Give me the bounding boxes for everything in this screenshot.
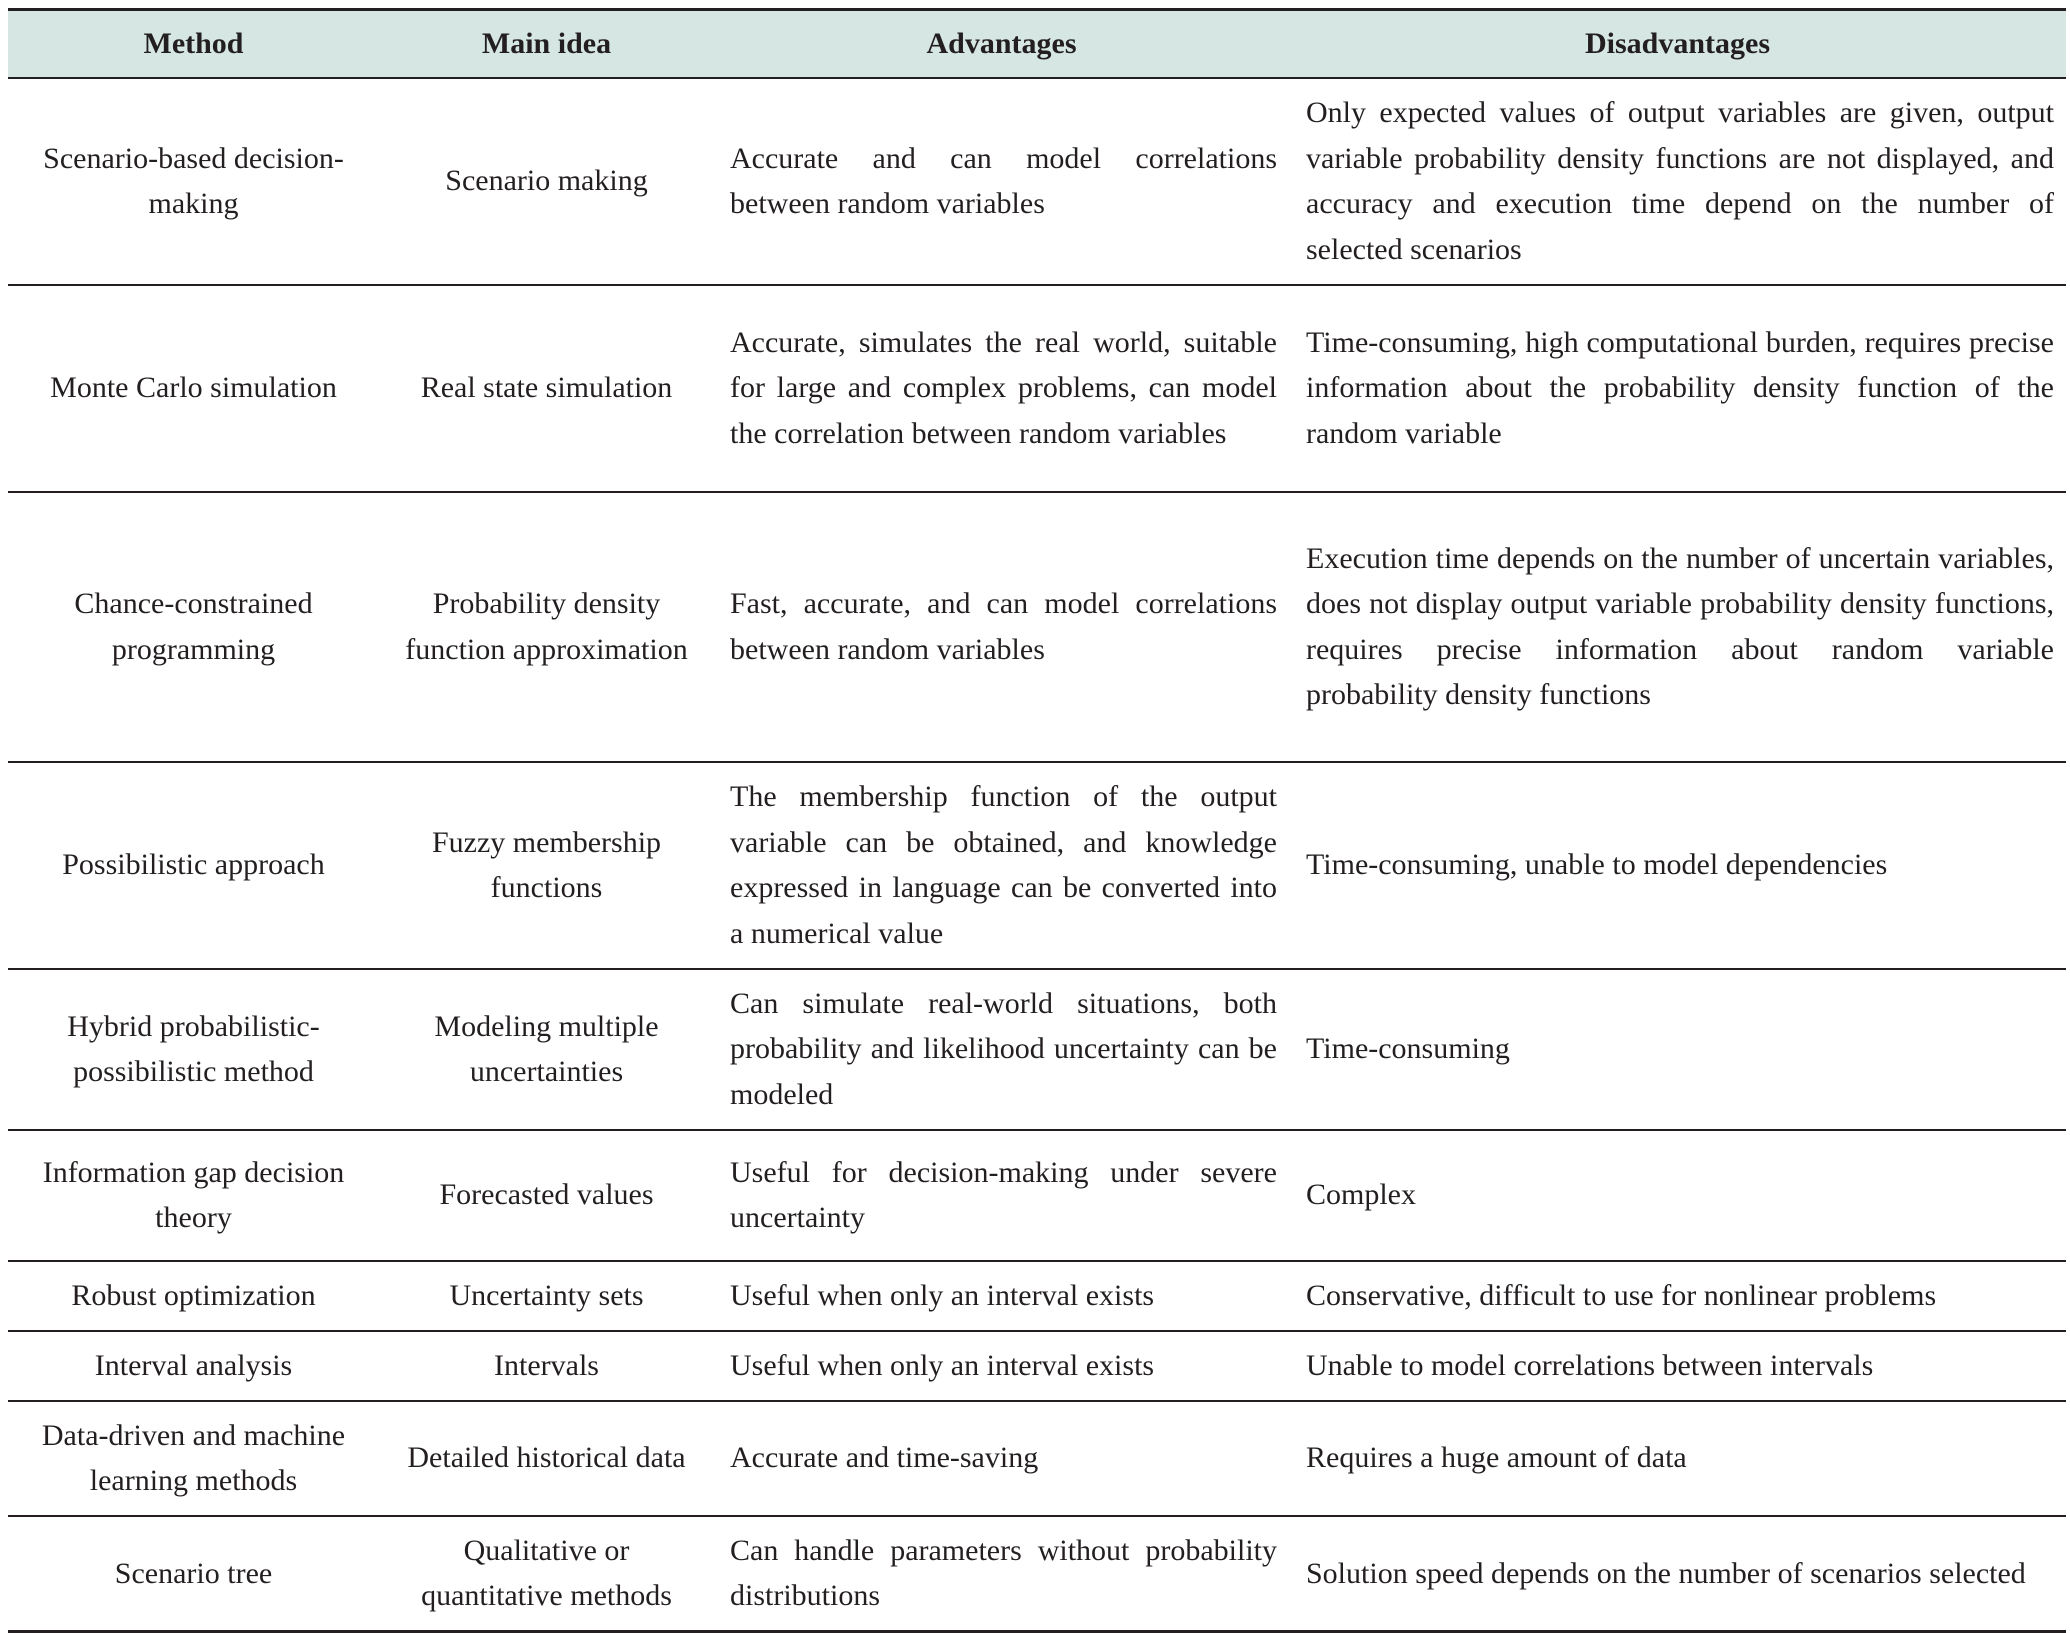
table-row (8, 78, 2066, 285)
cell-advantages: Accurate, simulates the real world, suitable for large and complex problems, can model the correlation between random variables (714, 285, 1289, 492)
table-row (8, 969, 2066, 1130)
cell-main-idea: Modeling multiple uncertainties (379, 969, 714, 1130)
cell-disadvantages: Complex (1289, 1130, 2066, 1261)
cell-disadvantages: Unable to model correlations between intervals (1289, 1331, 2066, 1401)
cell-advantages: Can simulate real-world situations, both probability and likelihood uncertainty can be modeled (714, 969, 1289, 1130)
table-body (8, 78, 2066, 1632)
cell-advantages: Fast, accurate, and can model correlations between random variables (714, 492, 1289, 762)
cell-main-idea: Uncertainty sets (379, 1261, 714, 1331)
cell-advantages: Can handle parameters without probability distributions (730, 1533, 1277, 1613)
cell-main-idea: Qualitative or quantitative methods (421, 1533, 672, 1613)
cell-advantages: The membership function of the output variable can be obtained, and knowledge expressed in language can be converted into a numerical value (714, 762, 1289, 969)
table-row (8, 1261, 2066, 1331)
cell-main-idea: Real state simulation (379, 285, 714, 492)
methods-comparison-table (8, 8, 2066, 1633)
cell-disadvantages: Time-consuming (1289, 969, 2066, 1130)
cell-method: Scenario tree (114, 1556, 273, 1590)
cell-main-idea: Probability density function approximation (379, 492, 714, 762)
cell-method: Hybrid probabilistic-possibilistic method (8, 969, 379, 1130)
table-row (8, 492, 2066, 762)
header-method: Method (8, 10, 379, 78)
table-row (8, 285, 2066, 492)
cell-disadvantages: Time-consuming, high computational burden, requires precise information about the probability density function of the random variable (1289, 285, 2066, 492)
cell-method: Information gap decision theory (8, 1130, 379, 1261)
table-row (8, 762, 2066, 969)
table-row (8, 1331, 2066, 1401)
cell-method: Interval analysis (8, 1331, 379, 1401)
cell-advantages: Accurate and time-saving (714, 1401, 1289, 1516)
cell-main-idea: Intervals (379, 1331, 714, 1401)
cell-disadvantages: Requires a huge amount of data (1289, 1401, 2066, 1516)
comparison-table-container (8, 8, 2066, 1633)
table-row (8, 1130, 2066, 1261)
cell-main-idea: Fuzzy membership functions (379, 762, 714, 969)
cell-advantages: Useful when only an interval exists (714, 1261, 1289, 1331)
cell-disadvantages: Solution speed depends on the number of scenarios selected (1306, 1556, 2026, 1590)
cell-advantages: Accurate and can model correlations between random variables (714, 78, 1289, 285)
header-disadvantages: Disadvantages (1289, 10, 2066, 78)
cell-disadvantages: Conservative, difficult to use for nonlinear problems (1289, 1261, 2066, 1331)
cell-method: Scenario-based decision-making (8, 78, 379, 285)
cell-main-idea: Forecasted values (379, 1130, 714, 1261)
cell-main-idea: Scenario making (379, 78, 714, 285)
header-row (8, 10, 2066, 78)
cell-method: Monte Carlo simulation (8, 285, 379, 492)
cell-method: Data-driven and machine learning methods (8, 1401, 379, 1516)
cell-advantages: Useful for decision-making under severe uncertainty (714, 1130, 1289, 1261)
table-header (8, 10, 2066, 78)
cell-advantages: Useful when only an interval exists (714, 1331, 1289, 1401)
cell-method: Robust optimization (8, 1261, 379, 1331)
cell-disadvantages: Only expected values of output variables are given, output variable probability density functions are not displayed, and accuracy and execution time depend on the number of selected scenarios (1289, 78, 2066, 285)
cell-disadvantages: Time-consuming, unable to model dependencies (1289, 762, 2066, 969)
cell-method: Chance-constrained programming (8, 492, 379, 762)
cell-disadvantages: Execution time depends on the number of uncertain variables, does not display output variable probability density functions, requires precise information about random variable probability density functions (1289, 492, 2066, 762)
header-main-idea: Main idea (379, 10, 714, 78)
table-row (8, 1516, 2066, 1632)
cell-method: Possibilistic approach (8, 762, 379, 969)
table-row (8, 1401, 2066, 1516)
cell-main-idea: Detailed historical data (379, 1401, 714, 1516)
header-advantages: Advantages (714, 10, 1289, 78)
